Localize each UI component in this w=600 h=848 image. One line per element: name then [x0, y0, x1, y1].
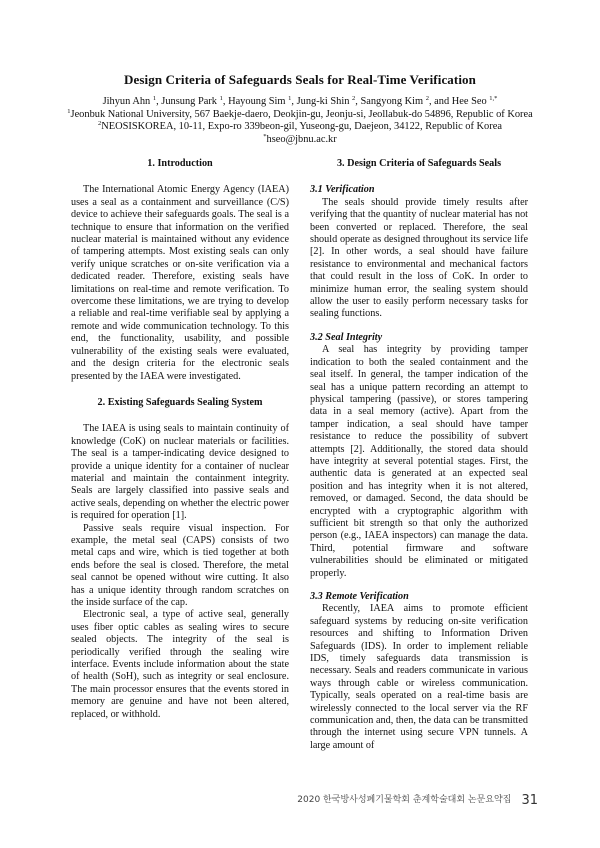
section-heading-introduction: 1. Introduction: [147, 158, 213, 169]
paragraph: Recently, IAEA aims to promote efficient safeguard systems by reducing on-site verification resources and shifting to Information Driven Safeguards (IDS). In order to implement reliable IDS, timely safeguards data transmission is necessary. Seals and readers communicate in various ways through cable or wireless communication. Typically, seals operated on a real-time basis are wirelessly connected to the local server via the RF communication and, then, the data can be transmitted through the internet using secure VPN tunnels. A large amount of: [310, 603, 528, 751]
right-column: [310, 158, 528, 752]
subsection-heading-verification: 3.1 Verification: [310, 184, 375, 196]
author-name: Hayoung Sim: [228, 96, 286, 107]
author-name: Sangyong Kim: [360, 96, 424, 107]
page-number: 31: [521, 793, 538, 808]
subsection-heading-seal-integrity: 3.2 Seal Integrity: [310, 331, 383, 343]
author-name: Jihyun Ahn: [102, 96, 151, 107]
paragraph: A seal has integrity by providing tamper indication to both the sealed containment and the seal itself. In general, the tamper indication of the seal has a unique pattern recording an attempt to physical tampering (passive), or stores tampering data in a seal memory (active). Apart from the tamper indication, a seal should have tamper resistance to reduce the possibility of subvert attempts [2]. Additionally, the stored data should have integrity at several potential stages. First, the authentic data is generated at an expected seal position and has integrity when it is not altered, removed, or damaged. Second, the data should be encrypted with a cryptographic algorithm with sufficient bit strength so that only the authorized person (e.g., IAEA inspectors) can manage the data. Third, potential firmware and software vulnerabilities should be eliminated or mitigated properly.: [310, 344, 528, 579]
affiliation-2: $^2$NEOSISKOREA, 10-11, Expo-ro 339beon-gil, Yuseong-gu, Daejeon, 34122, Republic of Korea: [98, 120, 502, 133]
author-list: Jihyun Ahn $^1$, Junsung Park $^1$, Hayoung Sim $^1$, Jung-ki Shin $^2$, Sangyong Kim $^2$, and Hee Seo $^{1,*}$: [102, 95, 498, 107]
conference-name: 2020 한국방사성폐기물학회 춘계학술대회 논문요약집: [297, 795, 512, 805]
paper-title: Design Criteria of Safeguards Seals for Real-Time Verification: [124, 72, 476, 87]
section-heading-design-criteria: 3. Design Criteria of Safeguards Seals: [336, 158, 502, 169]
corresponding-email: *hseo@jbnu.ac.kr: [263, 132, 337, 145]
author-name: Junsung Park: [161, 96, 217, 107]
subsection-heading-remote-verification: 3.3 Remote Verification: [310, 591, 409, 602]
affiliation-1: $^1$Jeonbuk National University, 567 Baekje-daero, Deokjin-gu, Jeonju-si, Jeollabuk-do 54896, Republic of Korea: [67, 107, 533, 120]
paragraph: The IAEA is using seals to maintain continuity of knowledge (CoK) on nuclear materials or facilities. The seal is a tamper-indicating device designed to provide a unique identity for a container of nuclear material and maintain the containment integrity. Seals are largely classified into passive seals and active seals, depending on whether the electric power is required for operation [1].: [71, 423, 289, 522]
paragraph: Passive seals require visual inspection. For example, the metal seal (CAPS) consists of two metal caps and wire, which is tied together at both ends before the seal is closed. Therefore, the metal seal cannot be opened without wire cutting. It also has a unique identity through random scratches on the inside surface of the cap.: [71, 522, 289, 608]
page-footer: [297, 789, 538, 808]
author-block: [0, 96, 600, 146]
section-heading-existing-seals: 2. Existing Safeguards Sealing System: [97, 396, 263, 408]
paragraph: Electronic seal, a type of active seal, generally uses fiber optic cables as sealing wires to secure sealed objects. The integrity of the seal is periodically verified through the sealing wire interface. Events include information about the state of health (SoH), such as integrity or seal enclosure. The main processor ensures that the events stored in memory are genuine and have not been altered, replaced, or withhold.: [71, 609, 289, 720]
paragraph: The International Atomic Energy Agency (IAEA) uses a seal as a containment and surveillance (C/S) device to achieve their safeguards goals. The seal is a technique to ensure that information on the verified nuclear material is maintained without any evidence of tampering attempts. Most existing seals can only verify unique scratches or on-site verification via a dedicated reader. Therefore, existing seals have limitations on real-time and remote verification. To overcome these limitations, we are trying to develop a reliable and real-time verifiable seal by applying a remote and wide communication technology. To this end, the functionality, usability, and possible vulnerability of the existing seals were evaluated, and the design criteria for the electronic seals presented by the IAEA were investigated.: [71, 184, 289, 382]
left-column: [71, 158, 289, 721]
paragraph: The seals should provide timely results after verifying that the quantity of nuclear material has not been converted or replaced. Therefore, the seal should operate as designed throughout its service life [2]. In other words, a seal should have failure resistance to environmental and mechanical factors that could result in the loss of CoK. In order to minimize human error, the sealing system should allow the user to easily perform necessary tasks for sealing functions.: [310, 196, 528, 320]
author-name: Hee Seo: [451, 96, 487, 107]
author-name: Jung-ki Shin: [296, 96, 350, 107]
